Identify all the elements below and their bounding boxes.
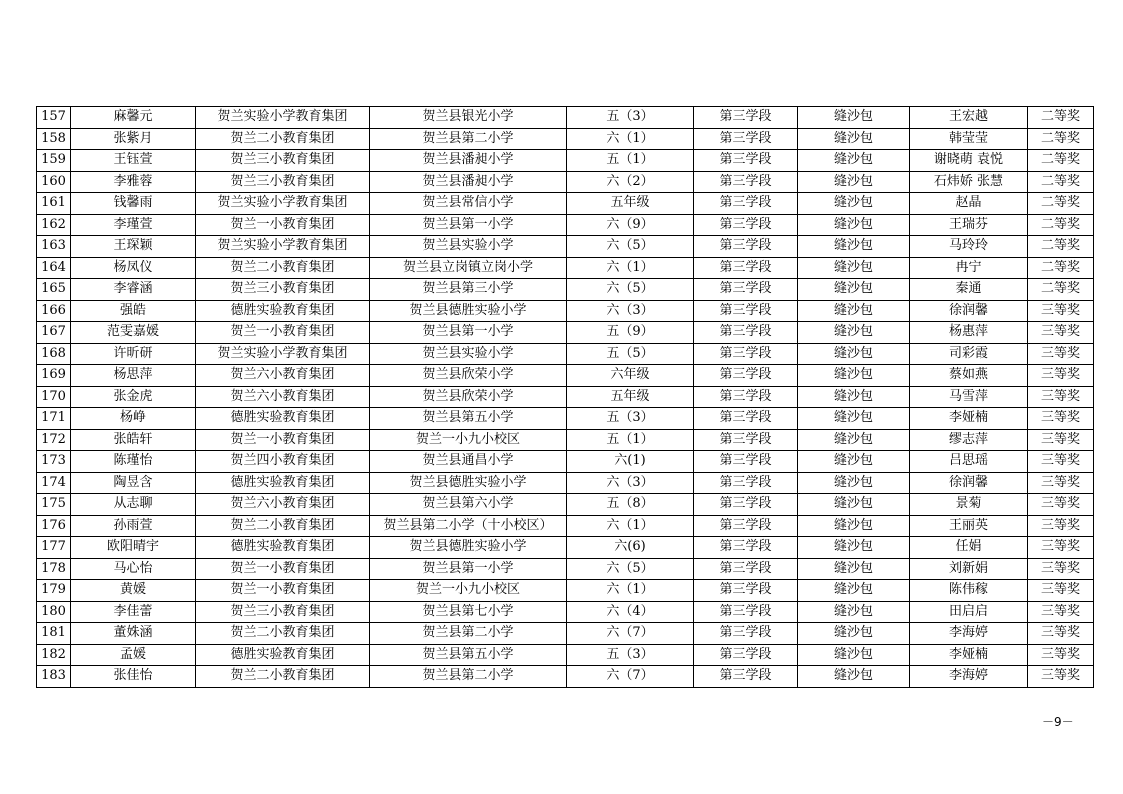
award-cell: 三等奖 <box>1028 601 1094 623</box>
table-row <box>37 193 1094 215</box>
school-cell: 贺兰县第七小学 <box>370 601 567 623</box>
class-cell: 六年级 <box>567 365 694 387</box>
stage-cell: 第三学段 <box>694 279 798 301</box>
event-cell: 缝沙包 <box>798 623 910 645</box>
class-cell: 六（7） <box>567 666 694 688</box>
education-group-cell: 贺兰六小教育集团 <box>196 494 370 516</box>
award-cell: 三等奖 <box>1028 666 1094 688</box>
award-cell: 三等奖 <box>1028 558 1094 580</box>
education-group-cell: 贺兰二小教育集团 <box>196 128 370 150</box>
student-name-cell: 强皓 <box>71 300 196 322</box>
school-cell: 贺兰县通昌小学 <box>370 451 567 473</box>
teacher-cell: 李海婷 <box>910 623 1028 645</box>
class-cell: 五（8） <box>567 494 694 516</box>
education-group-cell: 贺兰三小教育集团 <box>196 150 370 172</box>
award-cell: 三等奖 <box>1028 580 1094 602</box>
student-name-cell: 王琛颖 <box>71 236 196 258</box>
event-cell: 缝沙包 <box>798 601 910 623</box>
teacher-cell: 陈伟稼 <box>910 580 1028 602</box>
class-cell: 六（1） <box>567 580 694 602</box>
stage-cell: 第三学段 <box>694 494 798 516</box>
student-name-cell: 黄媛 <box>71 580 196 602</box>
award-cell: 三等奖 <box>1028 322 1094 344</box>
award-cell: 二等奖 <box>1028 236 1094 258</box>
stage-cell: 第三学段 <box>694 150 798 172</box>
school-cell: 贺兰县第一小学 <box>370 558 567 580</box>
student-name-cell: 张皓轩 <box>71 429 196 451</box>
award-cell: 三等奖 <box>1028 451 1094 473</box>
table-row <box>37 236 1094 258</box>
award-cell: 二等奖 <box>1028 150 1094 172</box>
student-name-cell: 李雅蓉 <box>71 171 196 193</box>
education-group-cell: 德胜实验教育集团 <box>196 408 370 430</box>
table-row <box>37 214 1094 236</box>
event-cell: 缝沙包 <box>798 322 910 344</box>
row-number-cell: 173 <box>37 451 71 473</box>
education-group-cell: 贺兰实验小学教育集团 <box>196 107 370 129</box>
award-cell: 三等奖 <box>1028 644 1094 666</box>
teacher-cell: 秦通 <box>910 279 1028 301</box>
school-cell: 贺兰县第三小学 <box>370 279 567 301</box>
school-cell: 贺兰县第二小学（十小校区） <box>370 515 567 537</box>
student-name-cell: 陈瑾怡 <box>71 451 196 473</box>
student-name-cell: 从志聊 <box>71 494 196 516</box>
event-cell: 缝沙包 <box>798 279 910 301</box>
teacher-cell: 李娅楠 <box>910 644 1028 666</box>
table-row <box>37 322 1094 344</box>
student-name-cell: 李睿涵 <box>71 279 196 301</box>
education-group-cell: 德胜实验教育集团 <box>196 537 370 559</box>
education-group-cell: 贺兰实验小学教育集团 <box>196 343 370 365</box>
teacher-cell: 王瑞芬 <box>910 214 1028 236</box>
school-cell: 贺兰县立岗镇立岗小学 <box>370 257 567 279</box>
stage-cell: 第三学段 <box>694 601 798 623</box>
student-name-cell: 张金虎 <box>71 386 196 408</box>
row-number-cell: 180 <box>37 601 71 623</box>
teacher-cell: 任娟 <box>910 537 1028 559</box>
table-row <box>37 666 1094 688</box>
teacher-cell: 景菊 <box>910 494 1028 516</box>
teacher-cell: 田启启 <box>910 601 1028 623</box>
school-cell: 贺兰县第二小学 <box>370 623 567 645</box>
education-group-cell: 德胜实验教育集团 <box>196 472 370 494</box>
stage-cell: 第三学段 <box>694 623 798 645</box>
teacher-cell: 李娅楠 <box>910 408 1028 430</box>
row-number-cell: 174 <box>37 472 71 494</box>
table-row <box>37 472 1094 494</box>
table-row <box>37 257 1094 279</box>
table-row <box>37 365 1094 387</box>
stage-cell: 第三学段 <box>694 236 798 258</box>
education-group-cell: 贺兰二小教育集团 <box>196 515 370 537</box>
row-number-cell: 164 <box>37 257 71 279</box>
class-cell: 六（4） <box>567 601 694 623</box>
school-cell: 贺兰县银光小学 <box>370 107 567 129</box>
award-cell: 三等奖 <box>1028 429 1094 451</box>
row-number-cell: 175 <box>37 494 71 516</box>
stage-cell: 第三学段 <box>694 558 798 580</box>
school-cell: 贺兰县德胜实验小学 <box>370 537 567 559</box>
table-row <box>37 601 1094 623</box>
student-name-cell: 钱馨雨 <box>71 193 196 215</box>
event-cell: 缝沙包 <box>798 214 910 236</box>
teacher-cell: 蔡如燕 <box>910 365 1028 387</box>
event-cell: 缝沙包 <box>798 515 910 537</box>
table-row <box>37 429 1094 451</box>
student-name-cell: 欧阳晴宇 <box>71 537 196 559</box>
award-cell: 三等奖 <box>1028 300 1094 322</box>
school-cell: 贺兰县欣荣小学 <box>370 386 567 408</box>
table-row <box>37 537 1094 559</box>
stage-cell: 第三学段 <box>694 666 798 688</box>
teacher-cell: 马玲玲 <box>910 236 1028 258</box>
teacher-cell: 韩莹莹 <box>910 128 1028 150</box>
school-cell: 贺兰县常信小学 <box>370 193 567 215</box>
row-number-cell: 172 <box>37 429 71 451</box>
student-name-cell: 陶昱含 <box>71 472 196 494</box>
teacher-cell: 王丽英 <box>910 515 1028 537</box>
education-group-cell: 贺兰四小教育集团 <box>196 451 370 473</box>
row-number-cell: 166 <box>37 300 71 322</box>
award-cell: 三等奖 <box>1028 408 1094 430</box>
student-name-cell: 范雯嘉媛 <box>71 322 196 344</box>
class-cell: 六（7） <box>567 623 694 645</box>
event-cell: 缝沙包 <box>798 300 910 322</box>
teacher-cell: 赵晶 <box>910 193 1028 215</box>
student-name-cell: 许昕研 <box>71 343 196 365</box>
stage-cell: 第三学段 <box>694 386 798 408</box>
row-number-cell: 176 <box>37 515 71 537</box>
education-group-cell: 贺兰一小教育集团 <box>196 558 370 580</box>
stage-cell: 第三学段 <box>694 128 798 150</box>
award-cell: 三等奖 <box>1028 386 1094 408</box>
education-group-cell: 德胜实验教育集团 <box>196 644 370 666</box>
education-group-cell: 贺兰一小教育集团 <box>196 322 370 344</box>
event-cell: 缝沙包 <box>798 386 910 408</box>
education-group-cell: 贺兰一小教育集团 <box>196 214 370 236</box>
teacher-cell: 吕思瑶 <box>910 451 1028 473</box>
event-cell: 缝沙包 <box>798 494 910 516</box>
class-cell: 六（1） <box>567 257 694 279</box>
table-row <box>37 623 1094 645</box>
education-group-cell: 贺兰六小教育集团 <box>196 386 370 408</box>
page-number: －9－ <box>1042 715 1074 729</box>
student-name-cell: 马心怡 <box>71 558 196 580</box>
table-row <box>37 279 1094 301</box>
event-cell: 缝沙包 <box>798 472 910 494</box>
award-cell: 三等奖 <box>1028 537 1094 559</box>
stage-cell: 第三学段 <box>694 515 798 537</box>
school-cell: 贺兰县第五小学 <box>370 408 567 430</box>
event-cell: 缝沙包 <box>798 429 910 451</box>
teacher-cell: 马雪萍 <box>910 386 1028 408</box>
table-body <box>37 107 1094 688</box>
student-name-cell: 王钰萱 <box>71 150 196 172</box>
student-name-cell: 杨峥 <box>71 408 196 430</box>
award-cell: 二等奖 <box>1028 171 1094 193</box>
school-cell: 贺兰县德胜实验小学 <box>370 300 567 322</box>
stage-cell: 第三学段 <box>694 429 798 451</box>
award-cell: 二等奖 <box>1028 193 1094 215</box>
row-number-cell: 169 <box>37 365 71 387</box>
class-cell: 六（3） <box>567 472 694 494</box>
student-name-cell: 董姝涵 <box>71 623 196 645</box>
event-cell: 缝沙包 <box>798 257 910 279</box>
event-cell: 缝沙包 <box>798 343 910 365</box>
student-name-cell: 张佳怡 <box>71 666 196 688</box>
table-row <box>37 128 1094 150</box>
school-cell: 贺兰县第二小学 <box>370 128 567 150</box>
table-row <box>37 451 1094 473</box>
award-cell: 二等奖 <box>1028 257 1094 279</box>
class-cell: 五（3） <box>567 107 694 129</box>
class-cell: 五（1） <box>567 429 694 451</box>
school-cell: 贺兰县第六小学 <box>370 494 567 516</box>
school-cell: 贺兰一小九小校区 <box>370 429 567 451</box>
row-number-cell: 179 <box>37 580 71 602</box>
stage-cell: 第三学段 <box>694 365 798 387</box>
award-cell: 三等奖 <box>1028 365 1094 387</box>
teacher-cell: 缪志萍 <box>910 429 1028 451</box>
education-group-cell: 贺兰实验小学教育集团 <box>196 236 370 258</box>
row-number-cell: 171 <box>37 408 71 430</box>
award-cell: 二等奖 <box>1028 214 1094 236</box>
class-cell: 五（9） <box>567 322 694 344</box>
stage-cell: 第三学段 <box>694 580 798 602</box>
student-name-cell: 杨凤仪 <box>71 257 196 279</box>
table-row <box>37 386 1094 408</box>
row-number-cell: 182 <box>37 644 71 666</box>
student-name-cell: 张紫月 <box>71 128 196 150</box>
education-group-cell: 贺兰二小教育集团 <box>196 257 370 279</box>
table-row <box>37 580 1094 602</box>
table-row <box>37 515 1094 537</box>
class-cell: 五年级 <box>567 386 694 408</box>
table-row <box>37 107 1094 129</box>
teacher-cell: 司彩霞 <box>910 343 1028 365</box>
event-cell: 缝沙包 <box>798 558 910 580</box>
row-number-cell: 167 <box>37 322 71 344</box>
education-group-cell: 贺兰实验小学教育集团 <box>196 193 370 215</box>
event-cell: 缝沙包 <box>798 236 910 258</box>
award-table <box>36 106 1094 688</box>
student-name-cell: 孙雨萱 <box>71 515 196 537</box>
event-cell: 缝沙包 <box>798 408 910 430</box>
award-cell: 三等奖 <box>1028 623 1094 645</box>
class-cell: 六（2） <box>567 171 694 193</box>
class-cell: 六（1） <box>567 128 694 150</box>
class-cell: 六（9） <box>567 214 694 236</box>
event-cell: 缝沙包 <box>798 171 910 193</box>
teacher-cell: 李海婷 <box>910 666 1028 688</box>
row-number-cell: 183 <box>37 666 71 688</box>
education-group-cell: 贺兰三小教育集团 <box>196 601 370 623</box>
row-number-cell: 170 <box>37 386 71 408</box>
education-group-cell: 贺兰六小教育集团 <box>196 365 370 387</box>
class-cell: 六（5） <box>567 558 694 580</box>
teacher-cell: 徐润馨 <box>910 472 1028 494</box>
school-cell: 贺兰县欣荣小学 <box>370 365 567 387</box>
school-cell: 贺兰县潘昶小学 <box>370 150 567 172</box>
teacher-cell: 冉宁 <box>910 257 1028 279</box>
teacher-cell: 徐润馨 <box>910 300 1028 322</box>
school-cell: 贺兰一小九小校区 <box>370 580 567 602</box>
teacher-cell: 石炜娇 张慧 <box>910 171 1028 193</box>
teacher-cell: 杨惠萍 <box>910 322 1028 344</box>
education-group-cell: 贺兰二小教育集团 <box>196 666 370 688</box>
class-cell: 六（5） <box>567 279 694 301</box>
row-number-cell: 157 <box>37 107 71 129</box>
stage-cell: 第三学段 <box>694 193 798 215</box>
stage-cell: 第三学段 <box>694 644 798 666</box>
award-cell: 二等奖 <box>1028 279 1094 301</box>
table-row <box>37 343 1094 365</box>
teacher-cell: 王宏越 <box>910 107 1028 129</box>
stage-cell: 第三学段 <box>694 408 798 430</box>
award-cell: 三等奖 <box>1028 494 1094 516</box>
class-cell: 六（3） <box>567 300 694 322</box>
class-cell: 六（1） <box>567 515 694 537</box>
school-cell: 贺兰县潘昶小学 <box>370 171 567 193</box>
stage-cell: 第三学段 <box>694 300 798 322</box>
school-cell: 贺兰县德胜实验小学 <box>370 472 567 494</box>
event-cell: 缝沙包 <box>798 537 910 559</box>
event-cell: 缝沙包 <box>798 193 910 215</box>
award-cell: 三等奖 <box>1028 343 1094 365</box>
row-number-cell: 168 <box>37 343 71 365</box>
row-number-cell: 162 <box>37 214 71 236</box>
row-number-cell: 178 <box>37 558 71 580</box>
table-row <box>37 300 1094 322</box>
event-cell: 缝沙包 <box>798 365 910 387</box>
event-cell: 缝沙包 <box>798 451 910 473</box>
school-cell: 贺兰县第五小学 <box>370 644 567 666</box>
class-cell: 五（1） <box>567 150 694 172</box>
class-cell: 六(1) <box>567 451 694 473</box>
school-cell: 贺兰县第一小学 <box>370 322 567 344</box>
education-group-cell: 贺兰二小教育集团 <box>196 623 370 645</box>
row-number-cell: 165 <box>37 279 71 301</box>
event-cell: 缝沙包 <box>798 150 910 172</box>
stage-cell: 第三学段 <box>694 472 798 494</box>
education-group-cell: 贺兰三小教育集团 <box>196 171 370 193</box>
class-cell: 六（5） <box>567 236 694 258</box>
education-group-cell: 贺兰一小教育集团 <box>196 580 370 602</box>
row-number-cell: 177 <box>37 537 71 559</box>
row-number-cell: 163 <box>37 236 71 258</box>
event-cell: 缝沙包 <box>798 107 910 129</box>
award-cell: 三等奖 <box>1028 472 1094 494</box>
school-cell: 贺兰县第二小学 <box>370 666 567 688</box>
school-cell: 贺兰县实验小学 <box>370 236 567 258</box>
row-number-cell: 160 <box>37 171 71 193</box>
row-number-cell: 181 <box>37 623 71 645</box>
education-group-cell: 德胜实验教育集团 <box>196 300 370 322</box>
stage-cell: 第三学段 <box>694 171 798 193</box>
education-group-cell: 贺兰一小教育集团 <box>196 429 370 451</box>
table-row <box>37 644 1094 666</box>
table-row <box>37 171 1094 193</box>
table-row <box>37 150 1094 172</box>
teacher-cell: 谢晓萌 袁悦 <box>910 150 1028 172</box>
stage-cell: 第三学段 <box>694 343 798 365</box>
student-name-cell: 李佳蕾 <box>71 601 196 623</box>
class-cell: 五（3） <box>567 644 694 666</box>
class-cell: 五年级 <box>567 193 694 215</box>
class-cell: 六(6) <box>567 537 694 559</box>
class-cell: 五（3） <box>567 408 694 430</box>
stage-cell: 第三学段 <box>694 537 798 559</box>
row-number-cell: 161 <box>37 193 71 215</box>
student-name-cell: 麻馨元 <box>71 107 196 129</box>
school-cell: 贺兰县实验小学 <box>370 343 567 365</box>
event-cell: 缝沙包 <box>798 666 910 688</box>
class-cell: 五（5） <box>567 343 694 365</box>
award-cell: 二等奖 <box>1028 128 1094 150</box>
table-row <box>37 408 1094 430</box>
student-name-cell: 孟媛 <box>71 644 196 666</box>
row-number-cell: 159 <box>37 150 71 172</box>
school-cell: 贺兰县第一小学 <box>370 214 567 236</box>
award-cell: 三等奖 <box>1028 515 1094 537</box>
table-row <box>37 558 1094 580</box>
student-name-cell: 李瑾萱 <box>71 214 196 236</box>
event-cell: 缝沙包 <box>798 644 910 666</box>
row-number-cell: 158 <box>37 128 71 150</box>
award-cell: 二等奖 <box>1028 107 1094 129</box>
stage-cell: 第三学段 <box>694 214 798 236</box>
event-cell: 缝沙包 <box>798 580 910 602</box>
student-name-cell: 杨思萍 <box>71 365 196 387</box>
stage-cell: 第三学段 <box>694 257 798 279</box>
teacher-cell: 刘新娟 <box>910 558 1028 580</box>
event-cell: 缝沙包 <box>798 128 910 150</box>
stage-cell: 第三学段 <box>694 451 798 473</box>
education-group-cell: 贺兰三小教育集团 <box>196 279 370 301</box>
stage-cell: 第三学段 <box>694 107 798 129</box>
stage-cell: 第三学段 <box>694 322 798 344</box>
table-row <box>37 494 1094 516</box>
